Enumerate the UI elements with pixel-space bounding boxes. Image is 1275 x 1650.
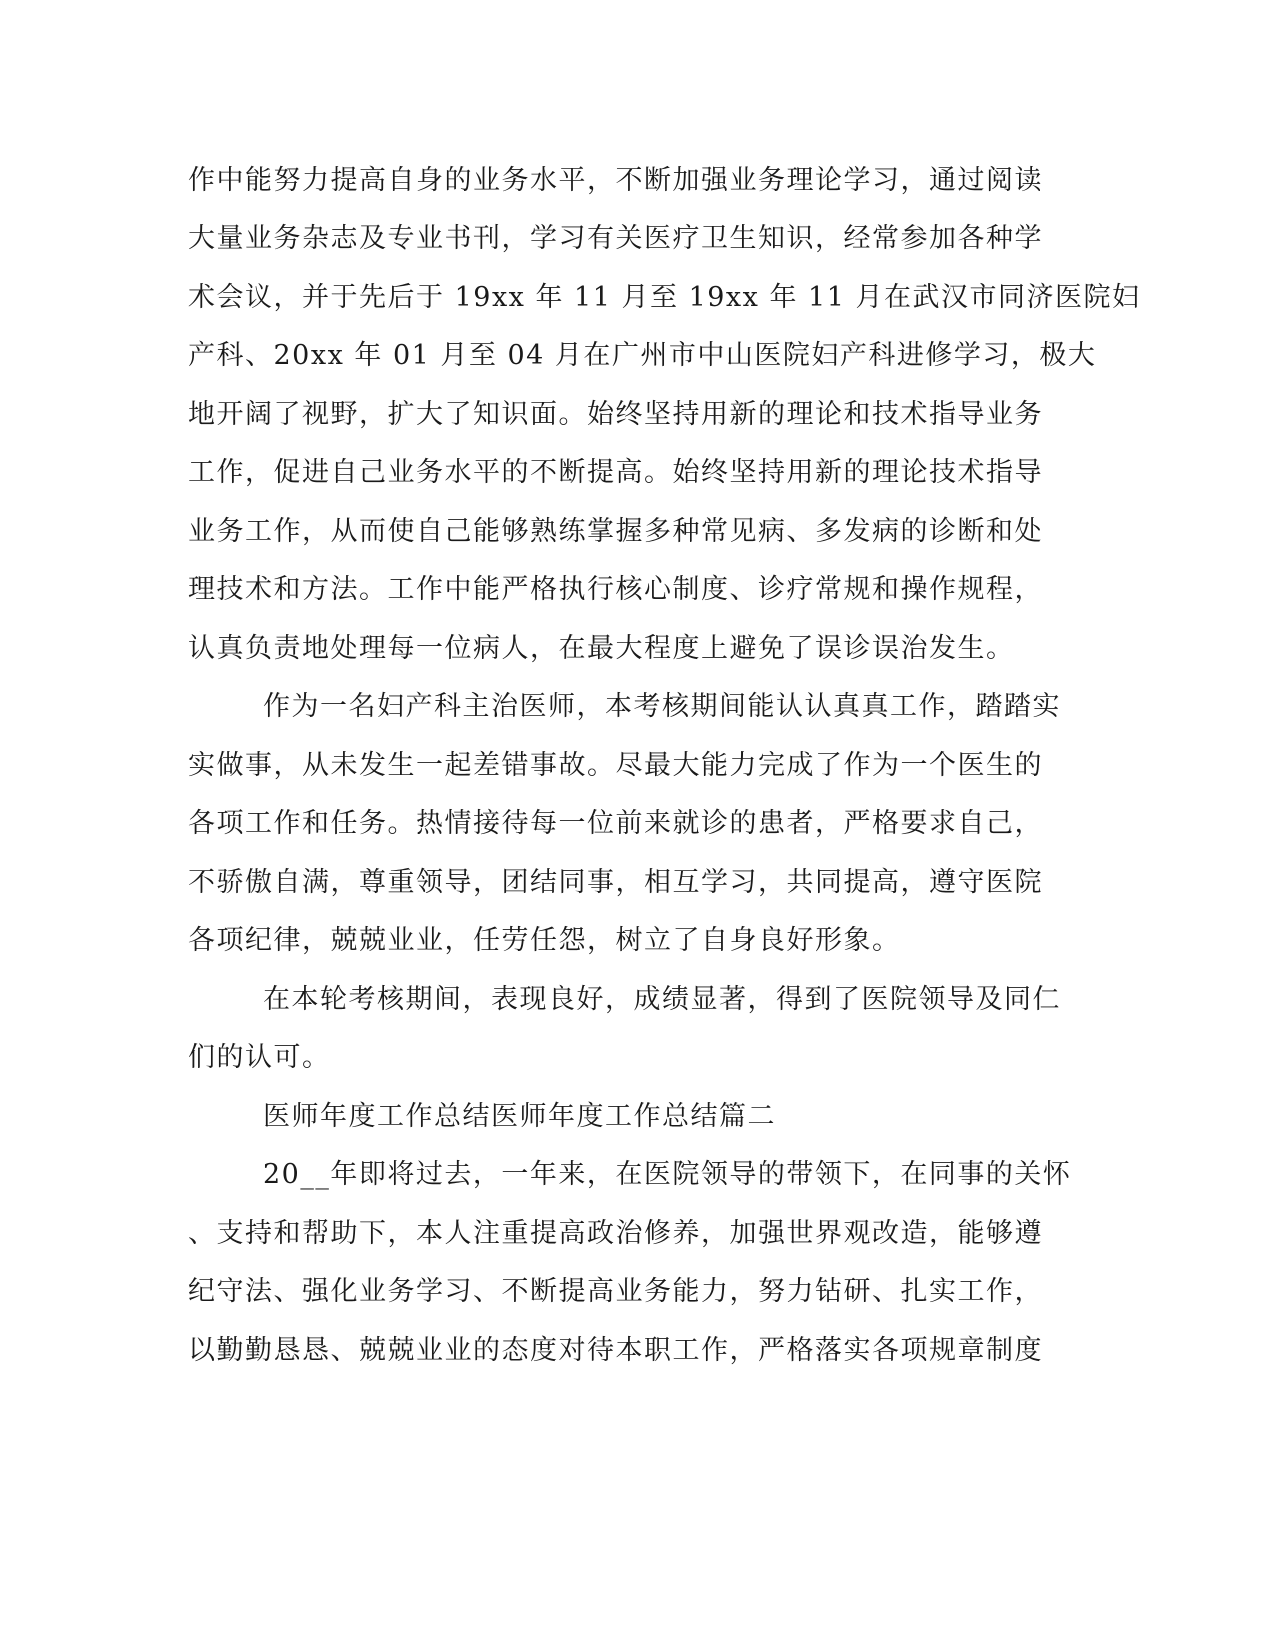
section-heading: 医师年度工作总结医师年度工作总结篇二 [263,1101,776,1132]
text-line: 各项工作和任务。热情接待每一位前来就诊的患者，严格要求自己， [188,808,1043,839]
text-line: 以勤勤恳恳、兢兢业业的态度对待本职工作，严格落实各项规章制度 [188,1335,1043,1366]
text-line: 纪守法、强化业务学习、不断提高业务能力，努力钻研、扎实工作， [188,1276,1043,1307]
text-line: 各项纪律，兢兢业业，任劳任怨，树立了自身良好形象。 [188,925,901,956]
paragraph-first-line: 在本轮考核期间，表现良好，成绩显著，得到了医院领导及同仁 [263,984,1061,1015]
text-line: 地开阔了视野，扩大了知识面。始终坚持用新的理论和技术指导业务 [188,399,1043,430]
text-line: 不骄傲自满，尊重领导，团结同事，相互学习，共同提高，遵守医院 [188,867,1043,898]
text-line: 认真负责地处理每一位病人，在最大程度上避免了误诊误治发生。 [188,633,1015,664]
text-line: 业务工作，从而使自己能够熟练掌握多种常见病、多发病的诊断和处 [188,516,1043,547]
text-line: 产科、20xx 年 01 月至 04 月在广州市中山医院妇产科进修学习，极大 [188,340,1097,371]
text-line: 、支持和帮助下，本人注重提高政治修养，加强世界观改造，能够遵 [188,1218,1043,1249]
paragraph-first-line: 作为一名妇产科主治医师，本考核期间能认认真真工作，踏踏实 [263,691,1061,722]
text-line: 术会议，并于先后于 19xx 年 11 月至 19xx 年 11 月在武汉市同济医院妇 [188,282,1141,313]
text-line: 工作，促进自己业务水平的不断提高。始终坚持用新的理论技术指导 [188,457,1043,488]
text-line: 作中能努力提高自身的业务水平，不断加强业务理论学习，通过阅读 [188,165,1043,196]
text-line: 实做事，从未发生一起差错事故。尽最大能力完成了作为一个医生的 [188,750,1043,781]
text-line: 理技术和方法。工作中能严格执行核心制度、诊疗常规和操作规程， [188,574,1043,605]
paragraph-first-line: 20__年即将过去，一年来，在医院领导的带领下，在同事的关怀 [263,1159,1072,1190]
text-line: 们的认可。 [188,1042,331,1073]
text-line: 大量业务杂志及专业书刊，学习有关医疗卫生知识，经常参加各种学 [188,223,1043,254]
